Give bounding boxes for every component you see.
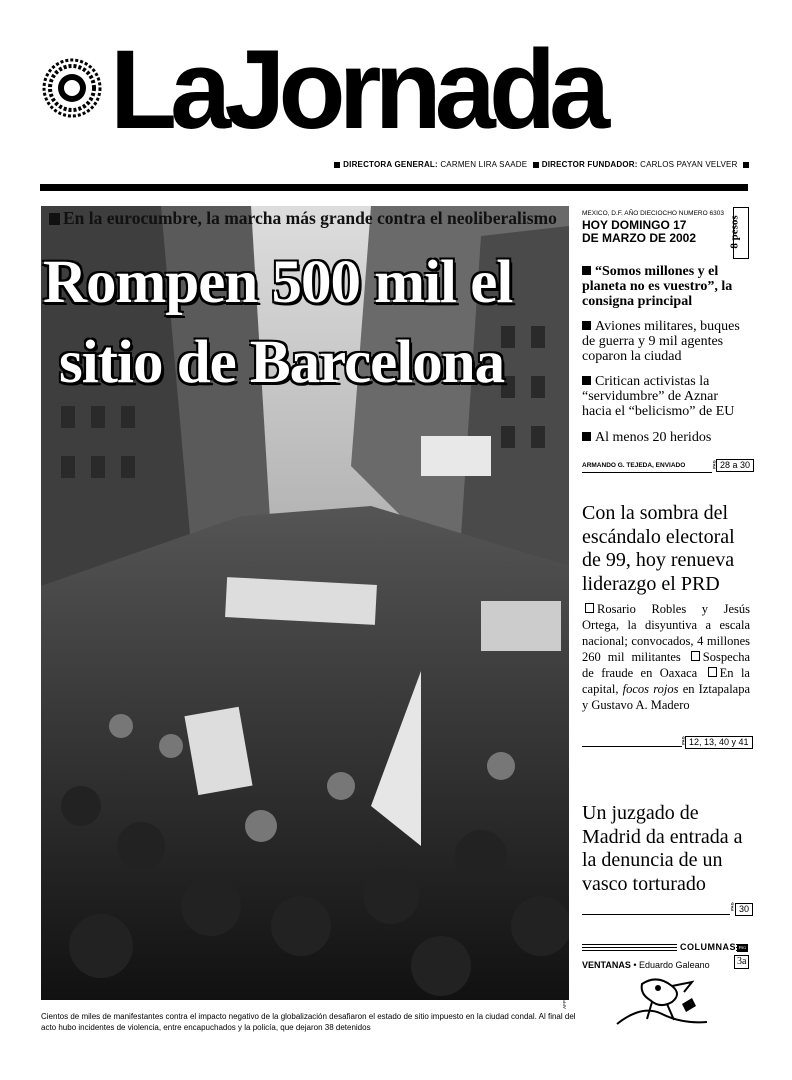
page-reference-ventanas[interactable]: 3a xyxy=(734,955,749,969)
prd-text-1: Rosario Robles y Jesús Ortega, la disyuntiva a escala nacional; convocados, 4 millones 260 mil militantes xyxy=(582,602,750,664)
square-icon xyxy=(334,162,340,168)
cover-kicker xyxy=(49,208,557,229)
square-icon xyxy=(49,213,60,225)
page-reference-madrid[interactable]: 30 xyxy=(735,903,753,916)
page-reference-prd[interactable]: 12, 13, 40 y 41 xyxy=(685,736,753,749)
date-line1: HOY DOMINGO 17 xyxy=(582,218,687,232)
marker-icon xyxy=(691,651,700,661)
bullet-item[interactable] xyxy=(582,430,750,445)
pag-label: PAG xyxy=(738,945,747,950)
crowd-photo-illustration xyxy=(41,206,569,1000)
sun-logo-icon xyxy=(40,56,104,120)
pag-label: PAG xyxy=(729,902,735,911)
newspaper-logo[interactable]: LaJornada xyxy=(110,27,604,152)
founder-name: CARLOS PAYAN VELVER xyxy=(640,160,738,169)
square-icon xyxy=(533,162,539,168)
marker-icon xyxy=(708,667,717,677)
column-title: VENTANAS xyxy=(582,960,631,970)
bullet-item[interactable] xyxy=(582,374,750,419)
bullet-text: Al menos 20 heridos xyxy=(595,430,712,445)
photo-caption: Cientos de miles de manifestantes contra el impacto negativo de la globalización desafiaron el estado de sitio impuesto en la ciudad condal. Al final del acto hubo incidentes de violencia, entre encapuchados y la policía, que dejaron 38 detenidos xyxy=(41,1012,576,1032)
columnas-label: COLUMNAS xyxy=(677,942,736,952)
page-reference-main[interactable]: 28 a 30 xyxy=(716,459,754,472)
masthead xyxy=(40,28,752,188)
kicker-text: En la eurocumbre, la marcha más grande contra el neoliberalismo xyxy=(63,208,557,228)
column-author: Eduardo Galeano xyxy=(639,960,710,970)
masthead-credits xyxy=(331,160,752,169)
columnas-bar xyxy=(582,944,748,951)
prd-headline[interactable]: Con la sombra del escándalo electoral de 99, hoy renueva liderazgo el PRD xyxy=(582,502,735,595)
marker-icon xyxy=(585,603,594,613)
photo-credit: AFP xyxy=(561,1000,567,1009)
bullet-text: Critican activistas la “servidumbre” de Aznar hacia el “belicismo” de EU xyxy=(582,374,735,419)
main-headline-line1[interactable]: Rompen 500 mil el xyxy=(43,249,513,316)
divider xyxy=(582,914,730,915)
square-icon xyxy=(582,376,591,385)
masthead-rule xyxy=(40,184,748,191)
byline: ARMANDO G. TEJEDA, ENVIADO xyxy=(582,462,686,469)
price-text: 8 pesos xyxy=(728,215,741,249)
dateline xyxy=(582,210,732,245)
madrid-headline[interactable]: Un juzgado de Madrid da entrada a la denuncia de un vasco torturado xyxy=(582,802,743,895)
column-ventanas[interactable] xyxy=(582,960,710,970)
prd-text-3b: en Iztapalapa y Gustavo A. Madero xyxy=(582,682,751,712)
issue-date xyxy=(582,219,732,245)
founder-label: DIRECTOR FUNDADOR: xyxy=(541,160,638,169)
bullet-item[interactable] xyxy=(582,264,750,309)
date-line2: DE MARZO DE 2002 xyxy=(582,231,697,245)
bullet-item[interactable] xyxy=(582,319,750,364)
square-icon xyxy=(743,162,749,168)
pag-label: PAG xyxy=(711,460,717,469)
divider xyxy=(582,746,682,747)
square-icon xyxy=(582,432,591,441)
price-box xyxy=(728,207,749,259)
main-headline-line2[interactable]: sitio de Barcelona xyxy=(59,329,505,396)
prd-text-2: Sospecha de fraude en Oaxaca xyxy=(582,650,751,680)
bullet-text: “Somos millones y el planeta no es vuestro”, la consigna principal xyxy=(582,264,733,309)
bullet-text: Aviones militares, buques de guerra y 9 mil agentes coparon la ciudad xyxy=(582,319,740,364)
pag-label: PAG xyxy=(680,736,686,745)
prd-text-italic: focos rojos xyxy=(622,682,679,696)
square-icon xyxy=(582,266,591,275)
bullet-dot: • xyxy=(633,960,637,970)
cartoon-illustration xyxy=(612,974,712,1030)
issue-number: MEXICO, D.F. AÑO DIECIOCHO NUMERO 6303 xyxy=(582,210,724,217)
square-icon xyxy=(582,321,591,330)
director-label: DIRECTORA GENERAL: xyxy=(343,160,438,169)
cover-photo[interactable] xyxy=(41,206,569,1000)
divider xyxy=(582,472,712,473)
director-name: CARMEN LIRA SAADE xyxy=(440,160,528,169)
prd-body xyxy=(582,601,750,713)
prd-text-3a: En la capital, xyxy=(582,666,750,696)
